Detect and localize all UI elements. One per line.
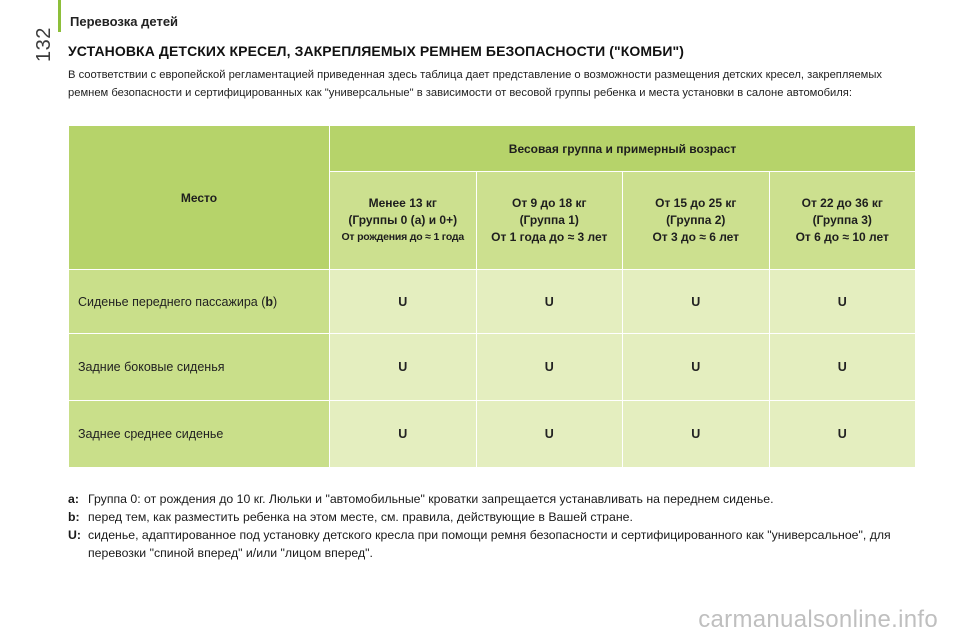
group-title: Менее 13 кг [368,196,437,210]
section-header: Перевозка детей [70,14,179,29]
compat-cell: U [623,270,770,334]
group-header-1 [476,172,623,270]
group-age: От рождения до ≈ 1 года [341,231,465,243]
intro-paragraph [68,66,928,102]
watermark: carmanualsonline.info [698,606,938,633]
footnote-text: сиденье, адаптированное под установку детского кресла при помощи ремня безопасности и сертифицированного как "универсальное", для перевозки "спиной вперед" и/или "лицом вперед". [88,528,891,560]
page-title: УСТАНОВКА ДЕТСКИХ КРЕСЕЛ, ЗАКРЕПЛЯЕМЫХ РЕМНЕМ БЕЗОПАСНОСТИ ("КОМБИ") [68,43,685,59]
group-header-3 [769,172,916,270]
compat-cell: U [330,401,477,468]
group-age: От 1 года до ≈ 3 лет [491,230,608,244]
compat-cell: U [476,270,623,334]
footnote-text: перед тем, как разместить ребенка на этом месте, см. правила, действующие в Вашей стране. [88,510,633,524]
group-subtitle-post: ) и 0+) [421,213,458,227]
compat-cell: U [769,401,916,468]
footnote-u [68,526,928,562]
group-header-2 [623,172,770,270]
compat-cell: U [476,401,623,468]
seat-position-front-passenger [69,270,330,334]
seat-position-rear-center: Заднее среднее сиденье [69,401,330,468]
intro-line-1: В соответствии с европейской регламентацией приведенная здесь таблица дает представление о возможности размещения детских кресел, закрепляемых [68,69,883,81]
group-subtitle [334,212,472,229]
table-row [69,334,916,401]
weight-group-header: Весовая группа и примерный возраст [330,126,916,172]
table-row [69,270,916,334]
group-subtitle: (Группа 3) [812,213,872,227]
compat-cell: U [330,334,477,401]
place-label-post: ) [273,294,278,309]
group-title: От 9 до 18 кг [511,196,587,210]
group-header-0 [330,172,477,270]
compat-cell: U [769,334,916,401]
child-seat-compatibility-table [68,125,916,468]
footnote-b [68,508,928,526]
compat-cell: U [623,334,770,401]
footnote-text: Группа 0: от рождения до 10 кг. Люльки и "автомобильные" кроватки запрещается устанавливать на переднем сиденье. [88,492,774,506]
intro-line-2: ремнем безопасности и сертифицированных как "универсальные" в зависимости от весовой группы ребенка и места установки в салоне автомобиля: [68,87,852,99]
note-ref-a: a [414,213,422,227]
group-subtitle-pre: (Группы 0 ( [348,213,415,227]
group-title: От 15 до 25 кг [655,196,737,210]
footnote-a [68,490,928,508]
page-number: 132 [33,27,55,62]
compat-cell: U [769,270,916,334]
table-row [69,401,916,468]
group-title: От 22 до 36 кг [801,196,883,210]
note-ref-b: b [265,294,274,309]
place-column-header: Место [69,126,330,270]
compat-cell: U [476,334,623,401]
place-label-pre: Сиденье переднего пассажира ( [78,294,266,309]
footnote-key: U: [68,528,81,542]
group-age: От 3 до ≈ 6 лет [652,230,740,244]
footnote-key: a: [68,492,79,506]
group-subtitle: (Группа 2) [666,213,726,227]
section-accent-bar [58,0,61,32]
seat-position-rear-side: Задние боковые сиденья [69,334,330,401]
group-age: От 6 до ≈ 10 лет [795,230,889,244]
footnotes [68,490,928,562]
compat-cell: U [330,270,477,334]
footnote-key: b: [68,510,80,524]
group-subtitle: (Группа 1) [519,213,579,227]
compat-cell: U [623,401,770,468]
